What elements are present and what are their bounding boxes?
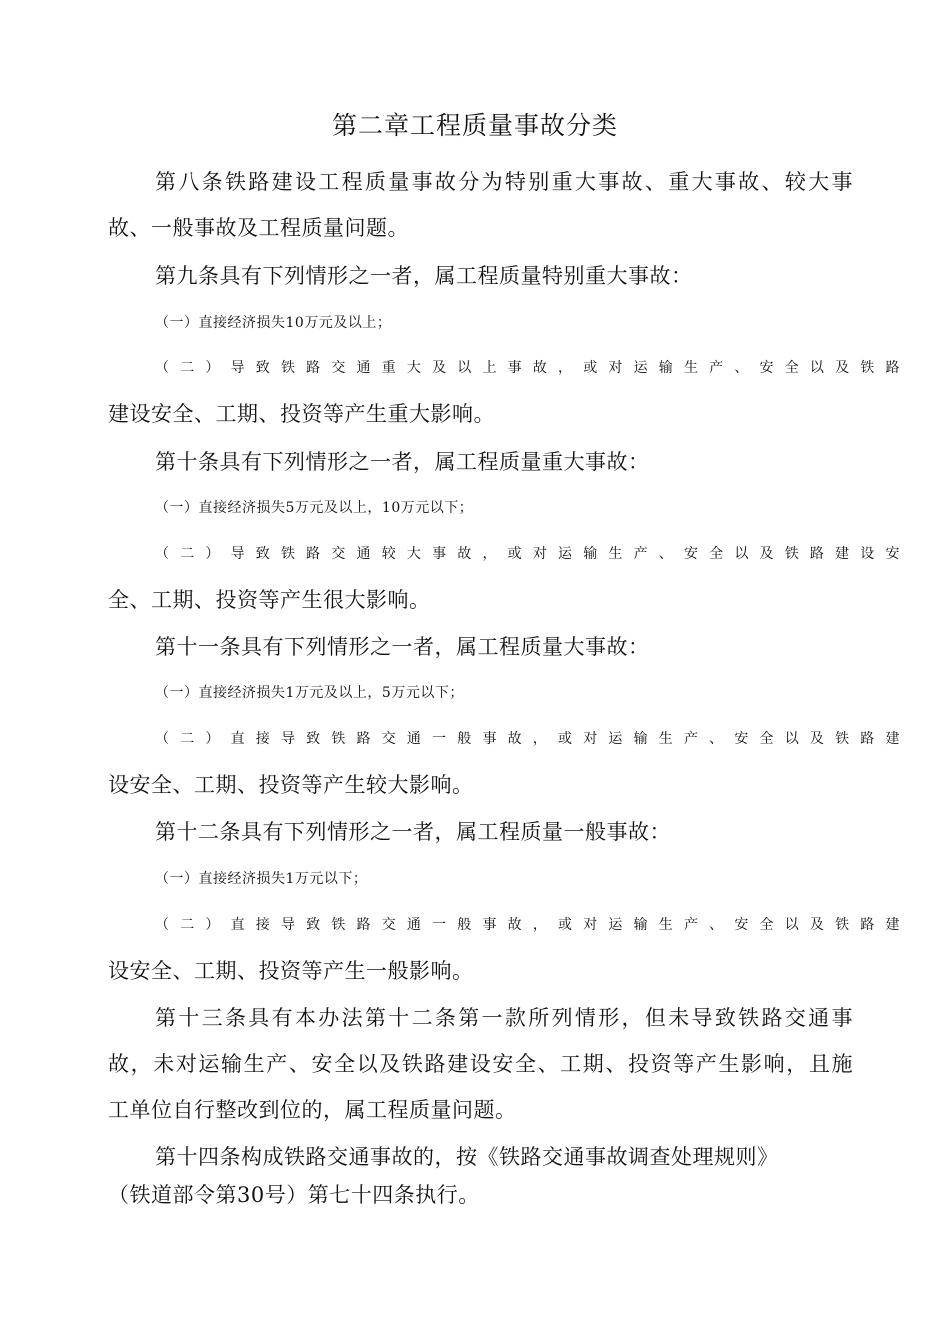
article-11-item-2-line-1: （二）直接导致铁路交通一般事故，或对运输生产、安全以及铁路建 — [155, 731, 900, 747]
article-11-item-1: （一）直接经济损失1万元及以上，5万元以下； — [155, 685, 464, 701]
article-13-line-3: 工单位自行整改到位的，属工程质量问题。 — [108, 1098, 517, 1122]
article-11-item-2-line-2: 设安全、工期、投资等产生较大影响。 — [108, 773, 474, 797]
article-9-item-1: （一）直接经济损失10万元及以上； — [155, 315, 392, 331]
article-8-line-2: 故、一般事故及工程质量问题。 — [108, 216, 409, 240]
article-9-item-2-line-2: 建设安全、工期、投资等产生重大影响。 — [108, 402, 495, 426]
article-10-item-1: （一）直接经济损失5万元及以上，10万元以下； — [155, 500, 474, 516]
article-9-heading: 第九条具有下列情形之一者，属工程质量特别重大事故： — [155, 264, 693, 288]
article-12-heading: 第十二条具有下列情形之一者，属工程质量一般事故： — [155, 820, 671, 844]
article-14-line-1: 第十四条构成铁路交通事故的，按《铁路交通事故调查处理规则》 — [155, 1145, 779, 1169]
article-12-item-1: （一）直接经济损失1万元以下； — [155, 871, 368, 887]
article-10-item-2-line-1: （二）导致铁路交通较大事故，或对运输生产、安全以及铁路建设安 — [155, 546, 900, 562]
article-10-heading: 第十条具有下列情形之一者，属工程质量重大事故： — [155, 450, 650, 474]
article-8-line-1: 第八条铁路建设工程质量事故分为特别重大事故、重大事故、较大事 — [155, 170, 853, 194]
article-9-item-2-line-1: （二）导致铁路交通重大及以上事故，或对运输生产、安全以及铁路 — [155, 360, 900, 376]
article-11-heading: 第十一条具有下列情形之一者，属工程质量大事故： — [155, 635, 650, 659]
article-13-line-1: 第十三条具有本办法第十二条第一款所列情形，但未导致铁路交通事 — [155, 1006, 853, 1030]
article-12-item-2-line-1: （二）直接导致铁路交通一般事故，或对运输生产、安全以及铁路建 — [155, 917, 900, 933]
article-13-line-2: 故，未对运输生产、安全以及铁路建设安全、工期、投资等产生影响，且施 — [108, 1052, 853, 1076]
chapter-title: 第二章工程质量事故分类 — [331, 111, 618, 140]
article-14-line-2: （铁道部令第30号）第七十四条执行。 — [108, 1183, 480, 1207]
article-12-item-2-line-2: 设安全、工期、投资等产生一般影响。 — [108, 959, 474, 983]
article-10-item-2-line-2: 全、工期、投资等产生很大影响。 — [108, 588, 431, 612]
